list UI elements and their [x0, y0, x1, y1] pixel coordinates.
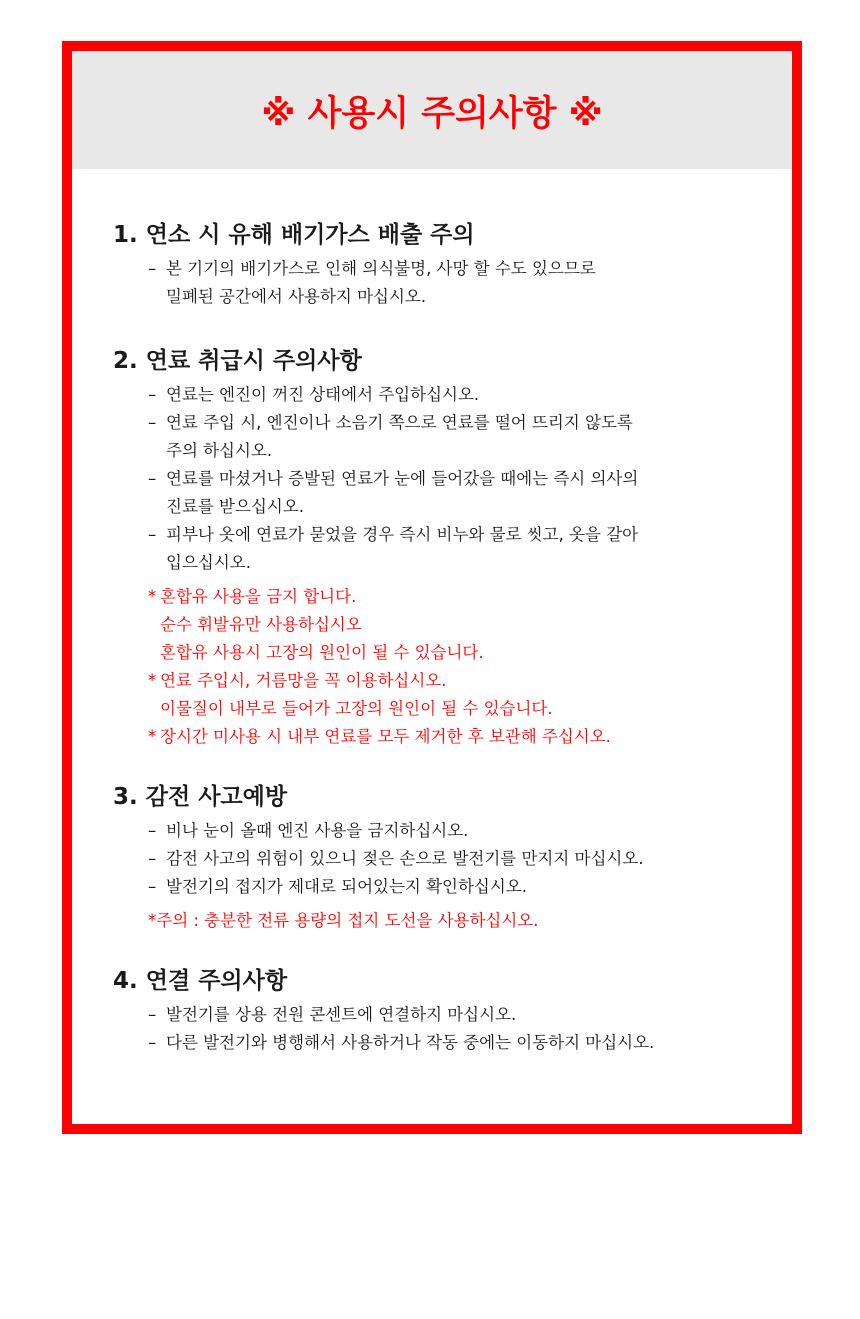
- grounding-note: *주의 : 충분한 전류 용량의 접지 도선을 사용하십시오.: [148, 911, 539, 930]
- section-heading: 2. 연료 취급시 주의사항: [113, 348, 362, 374]
- list-item: – 비나 눈이 올때 엔진 사용을 금지하십시오.: [148, 817, 792, 845]
- section-electric-shock: [113, 781, 792, 935]
- warning-item: * 연료 주입시, 거름망을 꼭 이용하십시오. 이물질이 내부로 들어가 고장의 원인이 될 수 있습니다.: [148, 667, 792, 723]
- section-heading: 3. 감전 사고예방: [113, 784, 288, 810]
- bullet-list: [113, 817, 792, 901]
- list-item: – 다른 발전기와 병행해서 사용하거나 작동 중에는 이동하지 마십시오.: [148, 1029, 792, 1057]
- notice-content: [72, 169, 792, 1057]
- list-item: – 본 기기의 배기가스로 인해 의식불명, 사망 할 수도 있으므로 밀폐된 공간에서 사용하지 마십시오.: [148, 255, 792, 311]
- bullet-list: [113, 255, 792, 311]
- section-connection: [113, 965, 792, 1057]
- bullet-list: [113, 381, 792, 577]
- list-item: – 발전기를 상용 전원 콘센트에 연결하지 마십시오.: [148, 1001, 792, 1029]
- warning-list: [113, 583, 792, 751]
- section-heading: 4. 연결 주의사항: [113, 968, 288, 994]
- list-item: – 연료 주입 시, 엔진이나 소음기 쪽으로 연료를 떨어 뜨리지 않도록 주의 하십시오.: [148, 409, 792, 465]
- section-heading: 1. 연소 시 유해 배기가스 배출 주의: [113, 222, 475, 248]
- list-item: – 피부나 옷에 연료가 묻었을 경우 즉시 비누와 물로 씻고, 옷을 갈아 입으십시오.: [148, 521, 792, 577]
- list-item: – 감전 사고의 위험이 있으니 젖은 손으로 발전기를 만지지 마십시오.: [148, 845, 792, 873]
- page-title: ※ 사용시 주의사항 ※: [261, 94, 603, 134]
- section-fuel-handling: [113, 345, 792, 751]
- list-item: – 연료를 마셨거나 증발된 연료가 눈에 들어갔을 때에는 즉시 의사의 진료를 받으십시오.: [148, 465, 792, 521]
- bullet-list: [113, 1001, 792, 1057]
- list-item: – 발전기의 접지가 제대로 되어있는지 확인하십시오.: [148, 873, 792, 901]
- title-bar: [72, 51, 792, 169]
- list-item: – 연료는 엔진이 꺼진 상태에서 주입하십시오.: [148, 381, 792, 409]
- notice-box: [62, 41, 802, 1134]
- warning-item: * 장시간 미사용 시 내부 연료를 모두 제거한 후 보관해 주십시오.: [148, 723, 792, 751]
- section-exhaust-gas: [113, 219, 792, 311]
- warning-item: * 혼합유 사용을 금지 합니다. 순수 휘발유만 사용하십시오 혼합유 사용시 고장의 원인이 될 수 있습니다.: [148, 583, 792, 667]
